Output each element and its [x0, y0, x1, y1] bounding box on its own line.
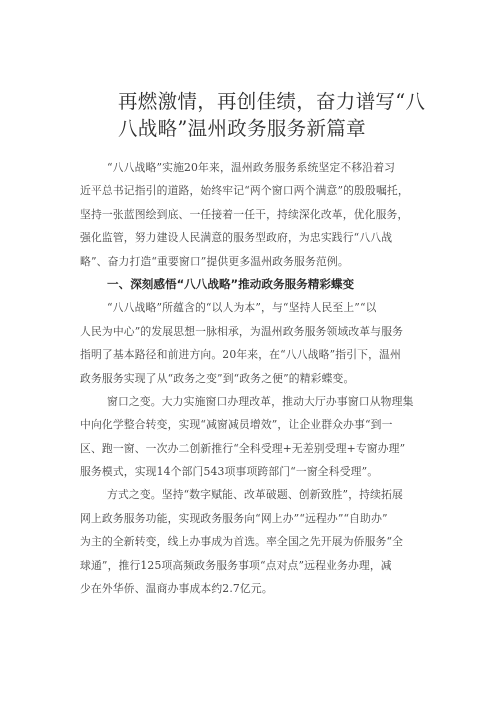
paragraph-2	[80, 390, 448, 484]
para2-line-4: 服务模式，实现14个部门543项事项跨部门“一窗全科受理”。	[80, 465, 379, 479]
para3-line-4: 球通”，推行125项高频政务服务事项“点对点”远程业务办理，减	[80, 558, 392, 572]
para1-line-2: 人民为中心”的发展思想一脉相承，为温州政务服务领域改革与服务	[80, 324, 404, 338]
intro-line-2: 近平总书记指引的道路，始终牢记“两个窗口两个满意”的殷殷嘱托，	[80, 184, 409, 198]
para1-line-3: 指明了基本路径和前进方向。20年来，在“八八战略”指引下，温州	[80, 348, 401, 362]
para3-line-2: 网上政务服务功能，实现政务服务向“网上办”“远程办”“自助办”	[80, 511, 388, 525]
document-title	[118, 88, 428, 142]
para2-line-2: 中向化学整合转变，实现“减窗减员增效”，让企业群众办事“到一	[80, 418, 393, 432]
para1-line-1: “八八战略”所蕴含的“以人为本”，与“坚持人民至上”“以	[107, 301, 377, 315]
para3-line-3: 为主的全新转变，线上办事成为首选。率全国之先开展为侨服务“全	[80, 535, 404, 549]
title-line-2: 八战略”温州政务服务新篇章	[118, 117, 366, 140]
paragraph-3	[80, 483, 448, 600]
para2-line-3: 区、跑一窗、一次办二创新推行“全科受理+无差别受理+专窗办理”	[80, 441, 406, 455]
para1-line-4: 政务服务实现了从“政务之变”到“政务之便”的精彩蝶变。	[80, 371, 355, 385]
para2-line-1: 窗口之变。大力实施窗口办理改革，推动大厅办事窗口从物理集	[107, 394, 414, 408]
paragraph-1	[80, 296, 448, 390]
section-1-heading: 一、深刻感悟“八八战略”推动政务服务精彩蝶变	[107, 276, 355, 291]
intro-paragraph	[80, 156, 448, 273]
document-body	[80, 156, 448, 600]
para3-line-1: 方式之变。坚持“数字赋能、改革破题、创新致胜”，持续拓展	[107, 488, 403, 502]
intro-line-4: 强化监管，努力建设人民满意的服务型政府，为忠实践行“八八战	[80, 231, 393, 245]
intro-line-5: 略”、奋力打造“重要窗口”提供更多温州政务服务范例。	[80, 254, 349, 268]
intro-line-3: 坚持一张蓝图绘到底、一任接着一任干，持续深化改革，优化服务，	[80, 207, 409, 221]
intro-line-1: “八八战略”实施20年来，温州政务服务系统坚定不移沿着习	[107, 161, 396, 174]
para3-line-5: 少在外华侨、温商办事成本约2.7亿元。	[80, 582, 273, 596]
title-line-1: 再燃激情，再创佳绩，奋力谱写“八	[118, 90, 426, 113]
